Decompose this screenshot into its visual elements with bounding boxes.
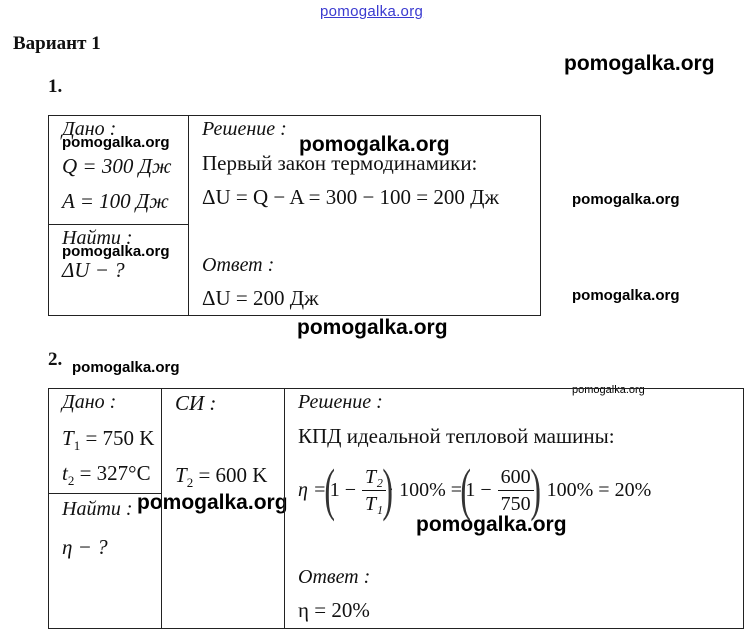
page-title: Вариант 1 [13, 33, 101, 54]
fraction-numerator: T₂ [362, 464, 386, 491]
watermark: pomogalka.org [299, 133, 450, 156]
task1-given-a: A = 100 Дж [62, 189, 169, 213]
task2-given-t2 [62, 461, 151, 489]
task2-formula [298, 457, 651, 523]
si-t2-value: = 600 K [193, 463, 268, 487]
t1-value: = 750 K [80, 426, 155, 450]
t2-value: = 327°C [74, 461, 151, 485]
t2-subscript: 2 [67, 473, 75, 489]
task2-si-cell [161, 388, 285, 629]
task1-given-label: Дано : [62, 118, 117, 140]
fraction-numerator: 600 [498, 464, 534, 491]
task2-si-t2 [175, 463, 267, 491]
task2-find-label: Найти : [62, 498, 133, 520]
task2-solution-label: Решение : [298, 391, 383, 413]
task1-law: Первый закон термодинамики: [202, 151, 478, 175]
watermark: pomogalka.org [572, 191, 680, 208]
times-100-1: · 100% = [387, 478, 463, 501]
task2-kpd-heading: КПД идеальной тепловой машины: [298, 424, 615, 448]
task1-solution-label: Решение : [202, 118, 287, 140]
one-minus: 1 − [329, 478, 357, 501]
task2-si-label: СИ : [175, 391, 217, 415]
watermark: pomogalka.org [62, 243, 170, 260]
left-paren: ( [460, 457, 472, 522]
watermark: pomogalka.org [72, 359, 180, 376]
task1-equation: ΔU = Q − A = 300 − 100 = 200 Дж [202, 185, 499, 209]
task2-given-label: Дано : [62, 391, 117, 413]
times-100-2: · 100% = 20% [534, 478, 652, 501]
left-paren: ( [324, 457, 336, 522]
watermark: pomogalka.org [572, 384, 645, 396]
watermark: pomogalka.org [564, 52, 715, 75]
si-t2-subscript: 2 [186, 475, 194, 491]
fraction-600-750 [498, 464, 534, 517]
fraction-denominator: 750 [500, 492, 531, 515]
si-t2-symbol: T [175, 463, 187, 487]
t1-subscript: 1 [73, 438, 81, 454]
task2-find: η − ? [62, 535, 108, 559]
watermark: pomogalka.org [62, 134, 170, 151]
right-paren: ) [530, 457, 541, 522]
watermark: pomogalka.org [297, 316, 448, 339]
task1-number: 1. [48, 76, 63, 97]
task1-answer: ΔU = 200 Дж [202, 286, 319, 310]
t2-symbol: t [62, 461, 68, 485]
task2-number: 2. [48, 349, 63, 370]
task1-find: ΔU − ? [62, 258, 125, 282]
t1-symbol: T [62, 426, 74, 450]
one-minus: 1 − [465, 478, 492, 501]
task1-answer-label: Ответ : [202, 254, 275, 276]
eta-symbol: η = [298, 478, 327, 501]
task1-find-label: Найти : [62, 227, 133, 249]
task2-given-t1 [62, 426, 154, 454]
watermark: pomogalka.org [416, 513, 567, 536]
right-paren: ) [382, 457, 394, 522]
watermark-top[interactable]: pomogalka.org [320, 3, 424, 20]
task1-given-q: Q = 300 Дж [62, 154, 172, 178]
watermark: pomogalka.org [572, 287, 680, 304]
watermark: pomogalka.org [137, 491, 288, 514]
task2-answer: η = 20% [298, 598, 370, 622]
fraction-denominator: T₁ [365, 492, 384, 515]
task2-answer-label: Ответ : [298, 566, 371, 588]
